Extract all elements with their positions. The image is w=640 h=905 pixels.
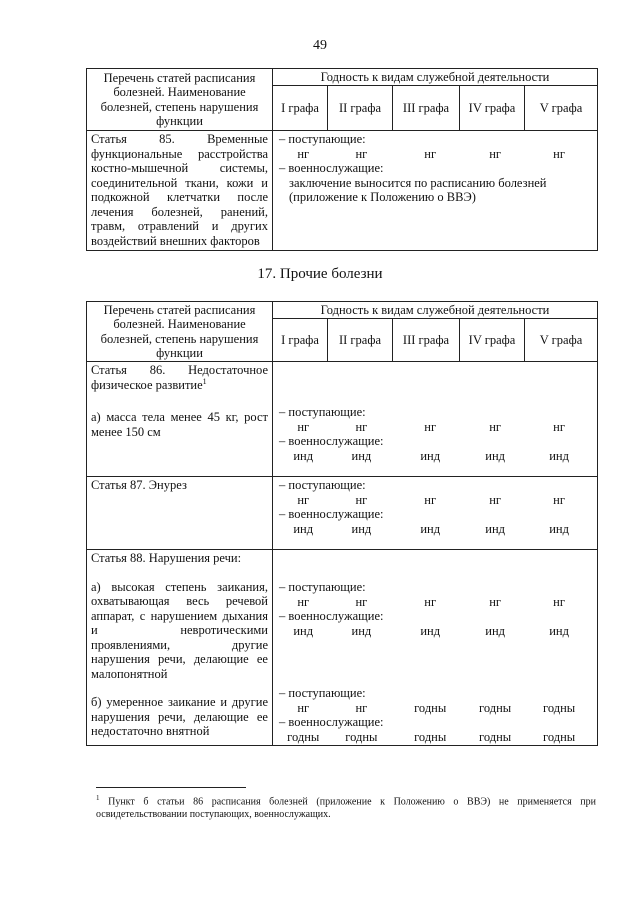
value-cell: инд xyxy=(293,521,314,536)
applicants-label: – поступающие: xyxy=(279,405,366,419)
header-col-2: II графа xyxy=(328,319,393,362)
value-cell: инд xyxy=(485,623,505,638)
value-cell: нг xyxy=(489,419,502,434)
value-cell: инд xyxy=(549,623,569,638)
value-cell: нг xyxy=(424,594,437,609)
value-cell: инд xyxy=(549,521,569,536)
value-cell: инд xyxy=(293,623,314,638)
value-cell: годны xyxy=(414,700,447,715)
article-86-title: Статья 86. Недостаточное физическое развитие xyxy=(91,363,268,392)
value-cell: нг xyxy=(297,146,310,161)
footnote-divider xyxy=(96,787,246,788)
value-cell: нг xyxy=(553,492,565,507)
article-86-cell xyxy=(87,362,273,477)
value-cell: инд xyxy=(420,623,441,638)
article-87-title: Статья 87. Энурез xyxy=(87,477,273,550)
value-cell: нг xyxy=(355,700,368,715)
section-title: 17. Прочие болезни xyxy=(257,266,383,282)
article-87-applicants-row xyxy=(279,493,593,508)
header-fitness: Годность к видам служебной деятельности xyxy=(273,302,598,319)
article-88-cell xyxy=(87,550,273,746)
value-cell: инд xyxy=(485,521,505,536)
value-cell: нг xyxy=(424,419,437,434)
applicants-label: – поступающие: xyxy=(279,686,366,700)
value-cell: инд xyxy=(351,448,372,463)
value-cell: нг xyxy=(355,419,368,434)
value-cell: годны xyxy=(414,729,447,744)
article-85-servicemen-note: заключение выносится по расписанию болезней (приложение к Положению о ВВЭ) xyxy=(289,175,547,204)
value-cell: инд xyxy=(485,448,505,463)
header-col-3: III графа xyxy=(393,319,460,362)
header-col-4: IV графа xyxy=(460,319,525,362)
value-cell: нг xyxy=(355,594,368,609)
header-fitness: Годность к видам служебной деятельности xyxy=(273,69,598,86)
value-cell: нг xyxy=(553,146,565,161)
servicemen-label: – военнослужащие: xyxy=(279,161,384,175)
value-cell: инд xyxy=(351,623,372,638)
article-88-a-servicemen-row xyxy=(279,624,593,639)
article-86-applicants-row xyxy=(279,420,593,435)
article-86-servicemen-row xyxy=(279,449,593,464)
servicemen-label: – военнослужащие: xyxy=(279,609,384,623)
fitness-table-other-diseases xyxy=(86,301,598,746)
value-cell: инд xyxy=(293,448,314,463)
article-87-servicemen-row xyxy=(279,522,593,537)
value-cell: нг xyxy=(553,594,565,609)
fitness-table-continued xyxy=(86,68,598,251)
servicemen-label: – военнослужащие: xyxy=(279,434,384,448)
value-cell: нг xyxy=(489,594,502,609)
applicants-label: – поступающие: xyxy=(279,478,366,492)
footnote-mark: 1 xyxy=(96,794,100,802)
article-85-applicants-row xyxy=(279,147,593,162)
page-number: 49 xyxy=(313,38,327,53)
header-col-1: I графа xyxy=(273,86,328,131)
article-87-values xyxy=(273,477,598,550)
applicants-label: – поступающие: xyxy=(279,580,366,594)
article-88-b-text: б) умеренное заикание и другие нарушения речи, делающие ее недостаточно внятной xyxy=(91,695,268,738)
value-cell: инд xyxy=(549,448,569,463)
value-cell: нг xyxy=(553,419,565,434)
value-cell: нг xyxy=(424,146,437,161)
article-88-a-text: а) высокая степень заикания, охватывающая весь речевой аппарат, с нарушением дыхания и невротическими проявлениями, другие нарушения речи, делающие ее малопонятной xyxy=(91,579,268,681)
value-cell: нг xyxy=(297,594,310,609)
value-cell: нг xyxy=(297,419,310,434)
article-88-values xyxy=(273,550,598,746)
value-cell: нг xyxy=(297,700,310,715)
header-col-1: I графа xyxy=(273,319,328,362)
value-cell: нг xyxy=(489,146,502,161)
header-col-2: II графа xyxy=(328,86,393,131)
article-85-values xyxy=(273,131,598,251)
header-col-5: V графа xyxy=(525,319,598,362)
value-cell: нг xyxy=(355,492,368,507)
value-cell: инд xyxy=(351,521,372,536)
value-cell: годны xyxy=(479,700,512,715)
article-88-title: Статья 88. Нарушения речи: xyxy=(91,551,242,565)
value-cell: нг xyxy=(489,492,502,507)
servicemen-label: – военнослужащие: xyxy=(279,715,384,729)
header-list: Перечень статей расписания болезней. Наименование болезней, степень нарушения функции xyxy=(87,302,273,362)
header-list: Перечень статей расписания болезней. Наименование болезней, степень нарушения функции xyxy=(87,69,273,131)
applicants-label: – поступающие: xyxy=(279,132,366,146)
footnote xyxy=(96,792,596,821)
value-cell: нг xyxy=(424,492,437,507)
header-col-3: III графа xyxy=(393,86,460,131)
header-col-4: IV графа xyxy=(460,86,525,131)
article-85-text: Статья 85. Временные функциональные расстройства костно-мышечной системы, соединительной ткани, кожи и подкожной клетчатки после лечения болезней, ранений, травм, отравлений и других воздействий внешних факторов xyxy=(87,131,273,251)
value-cell: инд xyxy=(420,448,441,463)
value-cell: нг xyxy=(355,146,368,161)
value-cell: инд xyxy=(420,521,441,536)
value-cell: годны xyxy=(345,729,378,744)
article-88-b-applicants-row xyxy=(279,701,593,716)
article-86-values xyxy=(273,362,598,477)
servicemen-label: – военнослужащие: xyxy=(279,507,384,521)
footnote-ref: 1 xyxy=(202,376,207,386)
footnote-text: Пункт б статьи 86 расписания болезней (приложение к Положению о ВВЭ) не применяется при освидетельствовании поступающих, военнослужащих. xyxy=(96,796,596,821)
value-cell: годны xyxy=(287,729,320,744)
article-88-a-applicants-row xyxy=(279,595,593,610)
article-86-a-text: а) масса тела менее 45 кг, рост менее 150 см xyxy=(91,410,268,439)
header-col-5: V графа xyxy=(525,86,598,131)
value-cell: годны xyxy=(543,700,576,715)
value-cell: нг xyxy=(297,492,310,507)
article-88-b-servicemen-row xyxy=(279,730,593,745)
value-cell: годны xyxy=(479,729,512,744)
value-cell: годны xyxy=(543,729,576,744)
